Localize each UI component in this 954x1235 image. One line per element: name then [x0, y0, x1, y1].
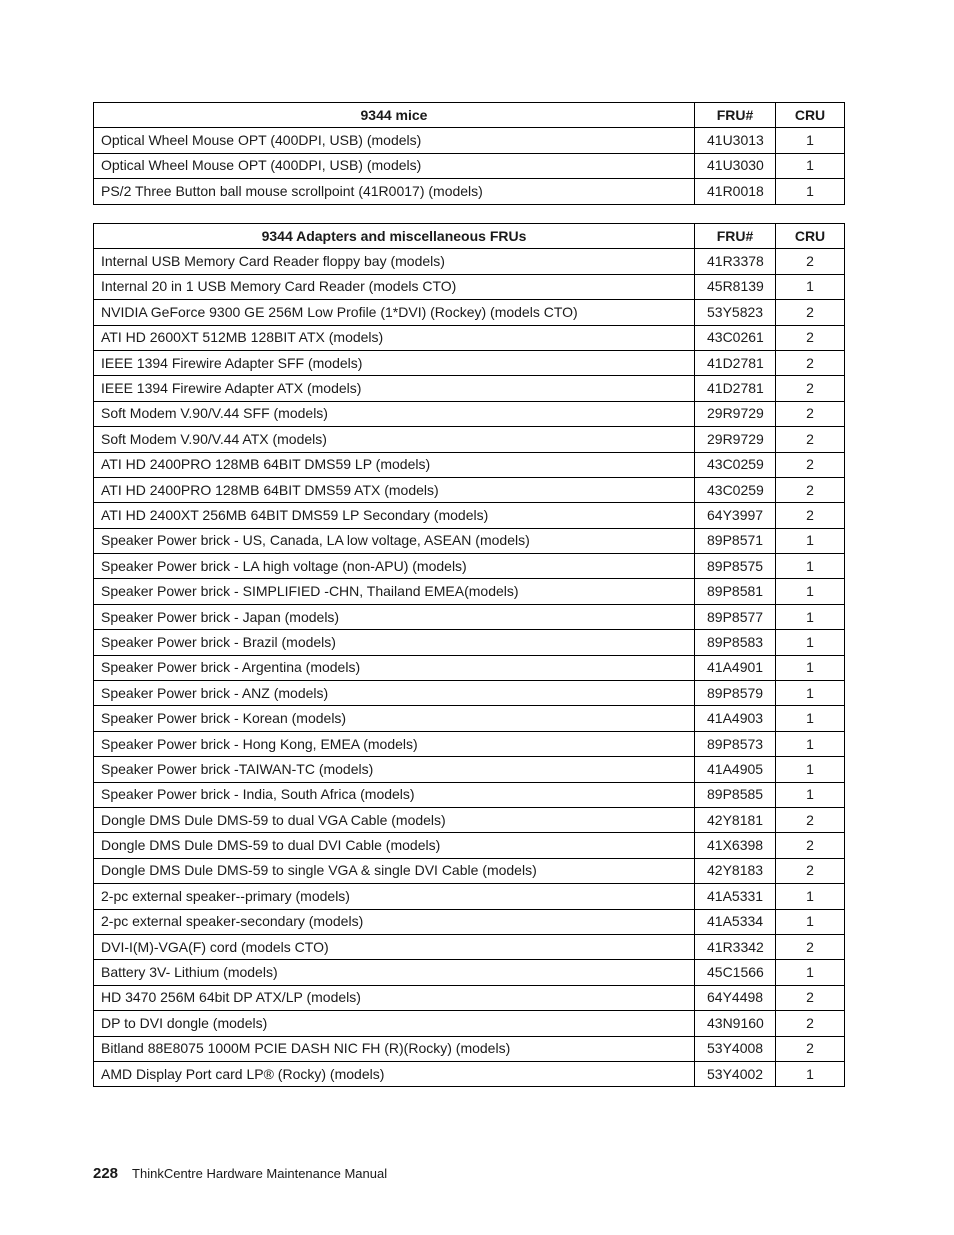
fru-number-cell: 89P8577 — [695, 604, 776, 629]
fru-number-cell: 43N9160 — [695, 1011, 776, 1036]
fru-number-cell: 89P8581 — [695, 579, 776, 604]
part-name-cell: Speaker Power brick - Korean (models) — [94, 706, 695, 731]
cru-cell: 2 — [776, 427, 845, 452]
cru-cell: 1 — [776, 960, 845, 985]
fru-number-cell: 43C0259 — [695, 477, 776, 502]
cru-cell: 1 — [776, 579, 845, 604]
cru-cell: 2 — [776, 376, 845, 401]
fru-number-cell: 41X6398 — [695, 833, 776, 858]
cru-cell: 1 — [776, 681, 845, 706]
part-name-cell: AMD Display Port card LP® (Rocky) (models) — [94, 1061, 695, 1086]
table-row — [94, 179, 845, 204]
table-row — [94, 503, 845, 528]
table-row — [94, 681, 845, 706]
part-name-cell: Optical Wheel Mouse OPT (400DPI, USB) (models) — [94, 153, 695, 178]
table-row — [94, 604, 845, 629]
cru-cell: 1 — [776, 1061, 845, 1086]
table-row — [94, 1061, 845, 1086]
table-row — [94, 376, 845, 401]
table-row — [94, 731, 845, 756]
table-row — [94, 833, 845, 858]
cru-cell: 1 — [776, 757, 845, 782]
cru-cell: 1 — [776, 179, 845, 204]
part-name-cell: Internal USB Memory Card Reader floppy bay (models) — [94, 249, 695, 274]
part-name-cell: PS/2 Three Button ball mouse scrollpoint (41R0017) (models) — [94, 179, 695, 204]
part-name-cell: IEEE 1394 Firewire Adapter SFF (models) — [94, 350, 695, 375]
part-name-cell: Internal 20 in 1 USB Memory Card Reader (models CTO) — [94, 274, 695, 299]
adapters-table-body — [94, 249, 845, 1087]
cru-cell: 1 — [776, 153, 845, 178]
cru-cell: 1 — [776, 782, 845, 807]
table-row — [94, 477, 845, 502]
table-row — [94, 934, 845, 959]
fru-number-cell: 53Y4008 — [695, 1036, 776, 1061]
part-name-cell: Dongle DMS Dule DMS-59 to dual VGA Cable (models) — [94, 807, 695, 832]
table-row — [94, 274, 845, 299]
cru-cell: 1 — [776, 706, 845, 731]
table-row — [94, 960, 845, 985]
cru-cell: 2 — [776, 934, 845, 959]
cru-cell: 2 — [776, 249, 845, 274]
fru-number-cell: 45R8139 — [695, 274, 776, 299]
table-row — [94, 554, 845, 579]
table-row — [94, 757, 845, 782]
part-name-cell: Speaker Power brick - India, South Africa (models) — [94, 782, 695, 807]
fru-number-cell: 43C0261 — [695, 325, 776, 350]
fru-number-cell: 89P8579 — [695, 681, 776, 706]
part-name-cell: Bitland 88E8075 1000M PCIE DASH NIC FH (R)(Rocky) (models) — [94, 1036, 695, 1061]
cru-cell: 1 — [776, 528, 845, 553]
fru-number-cell: 41R3378 — [695, 249, 776, 274]
table-row — [94, 1036, 845, 1061]
part-name-cell: Soft Modem V.90/V.44 SFF (models) — [94, 401, 695, 426]
part-name-cell: ATI HD 2600XT 512MB 128BIT ATX (models) — [94, 325, 695, 350]
cru-cell: 1 — [776, 128, 845, 153]
table-row — [94, 325, 845, 350]
fru-number-cell: 41R3342 — [695, 934, 776, 959]
fru-number-cell: 64Y4498 — [695, 985, 776, 1010]
table-row — [94, 655, 845, 680]
cru-cell: 2 — [776, 1011, 845, 1036]
part-name-cell: ATI HD 2400XT 256MB 64BIT DMS59 LP Secondary (models) — [94, 503, 695, 528]
table-row — [94, 807, 845, 832]
cru-cell: 1 — [776, 630, 845, 655]
table-row — [94, 153, 845, 178]
manual-title: ThinkCentre Hardware Maintenance Manual — [132, 1166, 388, 1181]
fru-number-cell: 41D2781 — [695, 376, 776, 401]
part-name-cell: Speaker Power brick - Brazil (models) — [94, 630, 695, 655]
part-name-cell: Speaker Power brick - Japan (models) — [94, 604, 695, 629]
fru-number-cell: 41U3030 — [695, 153, 776, 178]
table-header-row — [94, 224, 845, 249]
part-name-cell: ATI HD 2400PRO 128MB 64BIT DMS59 LP (models) — [94, 452, 695, 477]
fru-number-cell: 89P8583 — [695, 630, 776, 655]
cru-cell: 2 — [776, 833, 845, 858]
cru-cell: 2 — [776, 1036, 845, 1061]
part-name-cell: Battery 3V- Lithium (models) — [94, 960, 695, 985]
part-name-cell: NVIDIA GeForce 9300 GE 256M Low Profile (1*DVI) (Rockey) (models CTO) — [94, 300, 695, 325]
cru-cell: 2 — [776, 452, 845, 477]
part-name-cell: IEEE 1394 Firewire Adapter ATX (models) — [94, 376, 695, 401]
fru-number-cell: 41A5331 — [695, 884, 776, 909]
fru-number-cell: 89P8575 — [695, 554, 776, 579]
fru-number-cell: 42Y8181 — [695, 807, 776, 832]
page-footer — [93, 1165, 387, 1182]
fru-number-cell: 41A4901 — [695, 655, 776, 680]
cru-cell: 2 — [776, 477, 845, 502]
part-name-cell: Speaker Power brick - SIMPLIFIED -CHN, Thailand EMEA(models) — [94, 579, 695, 604]
part-name-cell: Speaker Power brick -TAIWAN-TC (models) — [94, 757, 695, 782]
table-row — [94, 630, 845, 655]
part-name-cell: 2-pc external speaker-secondary (models) — [94, 909, 695, 934]
cru-cell: 1 — [776, 554, 845, 579]
fru-number-cell: 41A4903 — [695, 706, 776, 731]
column-header-fru: FRU# — [695, 103, 776, 128]
mice-table-body — [94, 128, 845, 204]
cru-cell: 2 — [776, 858, 845, 883]
fru-number-cell: 41A4905 — [695, 757, 776, 782]
table-row — [94, 452, 845, 477]
column-header-fru: FRU# — [695, 224, 776, 249]
part-name-cell: Dongle DMS Dule DMS-59 to single VGA & single DVI Cable (models) — [94, 858, 695, 883]
table-row — [94, 1011, 845, 1036]
column-header-cru: CRU — [776, 103, 845, 128]
part-name-cell: HD 3470 256M 64bit DP ATX/LP (models) — [94, 985, 695, 1010]
fru-number-cell: 53Y5823 — [695, 300, 776, 325]
table-row — [94, 128, 845, 153]
part-name-cell: DP to DVI dongle (models) — [94, 1011, 695, 1036]
table-row — [94, 528, 845, 553]
fru-number-cell: 89P8573 — [695, 731, 776, 756]
adapters-fru-table — [93, 223, 845, 1087]
part-name-cell: Speaker Power brick - US, Canada, LA low voltage, ASEAN (models) — [94, 528, 695, 553]
table-row — [94, 858, 845, 883]
fru-number-cell: 29R9729 — [695, 401, 776, 426]
fru-number-cell: 29R9729 — [695, 427, 776, 452]
table-row — [94, 300, 845, 325]
table-row — [94, 706, 845, 731]
part-name-cell: Speaker Power brick - LA high voltage (non-APU) (models) — [94, 554, 695, 579]
part-name-cell: Speaker Power brick - Hong Kong, EMEA (models) — [94, 731, 695, 756]
cru-cell: 2 — [776, 807, 845, 832]
fru-number-cell: 41A5334 — [695, 909, 776, 934]
fru-number-cell: 41U3013 — [695, 128, 776, 153]
cru-cell: 1 — [776, 274, 845, 299]
cru-cell: 1 — [776, 884, 845, 909]
cru-cell: 2 — [776, 401, 845, 426]
table-row — [94, 909, 845, 934]
cru-cell: 1 — [776, 604, 845, 629]
part-name-cell: Soft Modem V.90/V.44 ATX (models) — [94, 427, 695, 452]
table-row — [94, 350, 845, 375]
part-name-cell: Speaker Power brick - Argentina (models) — [94, 655, 695, 680]
table-row — [94, 579, 845, 604]
column-header-cru: CRU — [776, 224, 845, 249]
table-row — [94, 427, 845, 452]
fru-number-cell: 53Y4002 — [695, 1061, 776, 1086]
table-header-row — [94, 103, 845, 128]
part-name-cell: DVI-I(M)-VGA(F) cord (models CTO) — [94, 934, 695, 959]
part-name-cell: Speaker Power brick - ANZ (models) — [94, 681, 695, 706]
column-header-part: 9344 mice — [94, 103, 695, 128]
cru-cell: 1 — [776, 909, 845, 934]
table-row — [94, 884, 845, 909]
column-header-part: 9344 Adapters and miscellaneous FRUs — [94, 224, 695, 249]
fru-number-cell: 89P8571 — [695, 528, 776, 553]
cru-cell: 2 — [776, 325, 845, 350]
cru-cell: 2 — [776, 985, 845, 1010]
fru-number-cell: 64Y3997 — [695, 503, 776, 528]
table-row — [94, 985, 845, 1010]
cru-cell: 1 — [776, 731, 845, 756]
fru-number-cell: 89P8585 — [695, 782, 776, 807]
table-row — [94, 782, 845, 807]
part-name-cell: Dongle DMS Dule DMS-59 to dual DVI Cable (models) — [94, 833, 695, 858]
cru-cell: 2 — [776, 300, 845, 325]
fru-number-cell: 42Y8183 — [695, 858, 776, 883]
table-row — [94, 249, 845, 274]
page-number: 228 — [93, 1165, 119, 1182]
part-name-cell: 2-pc external speaker--primary (models) — [94, 884, 695, 909]
fru-number-cell: 41R0018 — [695, 179, 776, 204]
table-row — [94, 401, 845, 426]
fru-number-cell: 45C1566 — [695, 960, 776, 985]
part-name-cell: Optical Wheel Mouse OPT (400DPI, USB) (models) — [94, 128, 695, 153]
cru-cell: 2 — [776, 503, 845, 528]
mice-fru-table — [93, 102, 845, 205]
fru-number-cell: 41D2781 — [695, 350, 776, 375]
fru-number-cell: 43C0259 — [695, 452, 776, 477]
part-name-cell: ATI HD 2400PRO 128MB 64BIT DMS59 ATX (models) — [94, 477, 695, 502]
cru-cell: 1 — [776, 655, 845, 680]
cru-cell: 2 — [776, 350, 845, 375]
